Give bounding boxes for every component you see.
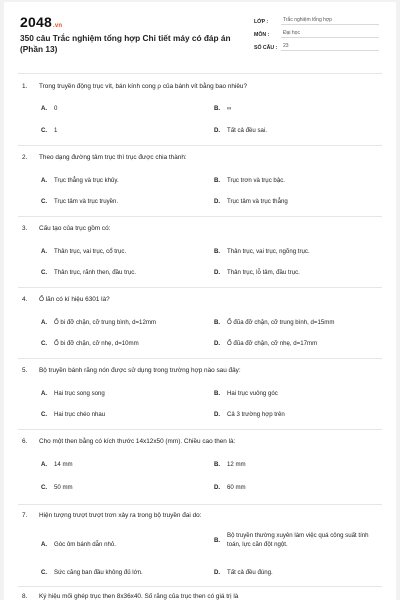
meta-count bbox=[254, 40, 379, 51]
question-7-option-d[interactable]: D. Tất cả đều đúng. bbox=[214, 569, 273, 576]
question-3-option-b[interactable]: B. Thân trục, vai trục, ngõng trục. bbox=[214, 248, 310, 255]
document-meta bbox=[254, 14, 379, 53]
question-4-option-d[interactable]: D. Ổ đũa đỡ chặn, cỡ nhẹ, d=17mm bbox=[214, 340, 318, 347]
question-8-text: 8. Ký hiệu mối ghép trục then 8x36x40. Số răng của trục then có giá trị là bbox=[22, 593, 239, 600]
question-divider bbox=[18, 429, 382, 430]
question-3-option-a[interactable]: A. Thân trục, vai trục, cổ trục. bbox=[41, 248, 127, 255]
meta-class bbox=[254, 14, 379, 25]
question-divider bbox=[18, 586, 382, 587]
question-3-option-d[interactable]: D. Thân trục, lỗ tâm, đầu trục. bbox=[214, 269, 300, 276]
document-header bbox=[4, 2, 396, 68]
question-5-option-c[interactable]: C. Hai trục chéo nhau bbox=[41, 411, 106, 418]
question-4-option-c[interactable]: C. Ổ bi đỡ chặn, cỡ nhẹ, d=10mm bbox=[41, 340, 139, 347]
question-divider bbox=[18, 358, 382, 359]
question-3-option-c[interactable]: C. Thân trục, rãnh then, đầu trục. bbox=[41, 269, 136, 276]
question-2-option-a[interactable]: A. Trục thẳng và trục khủy. bbox=[41, 177, 119, 184]
question-divider bbox=[18, 504, 382, 505]
document-title: 350 câu Trắc nghiệm tổng hợp Chi tiết máy có đáp án (Phần 13) bbox=[20, 33, 231, 54]
question-6-option-c[interactable]: C. 50 mm bbox=[41, 484, 73, 491]
question-6-option-a[interactable]: A. 14 mm bbox=[41, 461, 73, 468]
question-divider bbox=[18, 216, 382, 217]
meta-count-label: SỐ CÂU : bbox=[254, 45, 278, 51]
question-divider bbox=[18, 73, 382, 74]
meta-class-label: LỚP : bbox=[254, 19, 269, 25]
question-5-text: 5. Bộ truyền bánh răng nón được sử dụng trong trường hợp nào sau đây: bbox=[22, 367, 241, 374]
meta-subject-label: MÔN : bbox=[254, 32, 270, 38]
meta-subject bbox=[254, 27, 379, 38]
question-5-option-b[interactable]: B. Hai trục vuông góc bbox=[214, 390, 278, 397]
question-divider bbox=[18, 145, 382, 146]
question-divider bbox=[18, 287, 382, 288]
question-7-text: 7. Hiện tượng trượt trượt trơn xảy ra trong bộ truyền đai do: bbox=[22, 512, 202, 519]
question-7-option-b[interactable]: B. Bộ truyền thường xuyên làm việc quá công suất tính toán, lực căn đột ngột. bbox=[214, 532, 369, 548]
question-6-option-b[interactable]: B. 12 mm bbox=[214, 461, 246, 468]
question-1-option-b[interactable]: B. ∞ bbox=[214, 105, 232, 112]
meta-count-value: 23 bbox=[281, 43, 379, 51]
question-6-option-d[interactable]: D. 60 mm bbox=[214, 484, 246, 491]
question-3-text: 3. Cấu tạo của trục gồm có: bbox=[22, 225, 111, 232]
question-4-option-a[interactable]: A. Ổ bi đỡ chặn, cỡ trung bình, d=12mm bbox=[41, 319, 156, 326]
document-page bbox=[4, 2, 396, 600]
question-1-option-a[interactable]: A. 0 bbox=[41, 105, 58, 112]
site-logo[interactable]: 2048.vn bbox=[20, 14, 63, 30]
question-5-option-a[interactable]: A. Hai trục song song bbox=[41, 390, 105, 397]
question-6-text: 6. Cho một then bằng có kích thước 14x12x50 (mm). Chiều cao then là: bbox=[22, 438, 236, 445]
question-5-option-d[interactable]: D. Cả 3 trường hợp trên bbox=[214, 411, 285, 418]
meta-class-value: Trắc nghiệm tổng hợp bbox=[281, 17, 379, 25]
question-1-option-c[interactable]: C. 1 bbox=[41, 127, 58, 134]
question-7-option-c[interactable]: C. Sức căng ban đầu không đủ lớn. bbox=[41, 569, 143, 576]
question-1-option-d[interactable]: D. Tất cả đều sai. bbox=[214, 127, 267, 134]
question-2-option-d[interactable]: D. Trục tâm và trục thẳng bbox=[214, 198, 288, 205]
question-2-text: 2. Theo dạng đường tâm trục thì trục được chia thành: bbox=[22, 154, 187, 161]
question-4-text: 4. Ổ lăn có kí hiệu 6301 là? bbox=[22, 296, 110, 303]
question-1-text: 1. Trong truyền động trục vít, bán kính cong ρ của bánh vít bằng bao nhiêu? bbox=[22, 83, 248, 90]
meta-subject-value: Đại học bbox=[281, 30, 379, 38]
question-2-option-b[interactable]: B. Trục trơn và trục bậc. bbox=[214, 177, 285, 184]
question-4-option-b[interactable]: B. Ổ đũa đỡ chặn, cỡ trung bình, d=15mm bbox=[214, 319, 335, 326]
question-2-option-c[interactable]: C. Trục tâm và trục truyền. bbox=[41, 198, 119, 205]
question-7-option-a[interactable]: A. Góc ôm bánh dẫn nhỏ. bbox=[41, 541, 116, 548]
